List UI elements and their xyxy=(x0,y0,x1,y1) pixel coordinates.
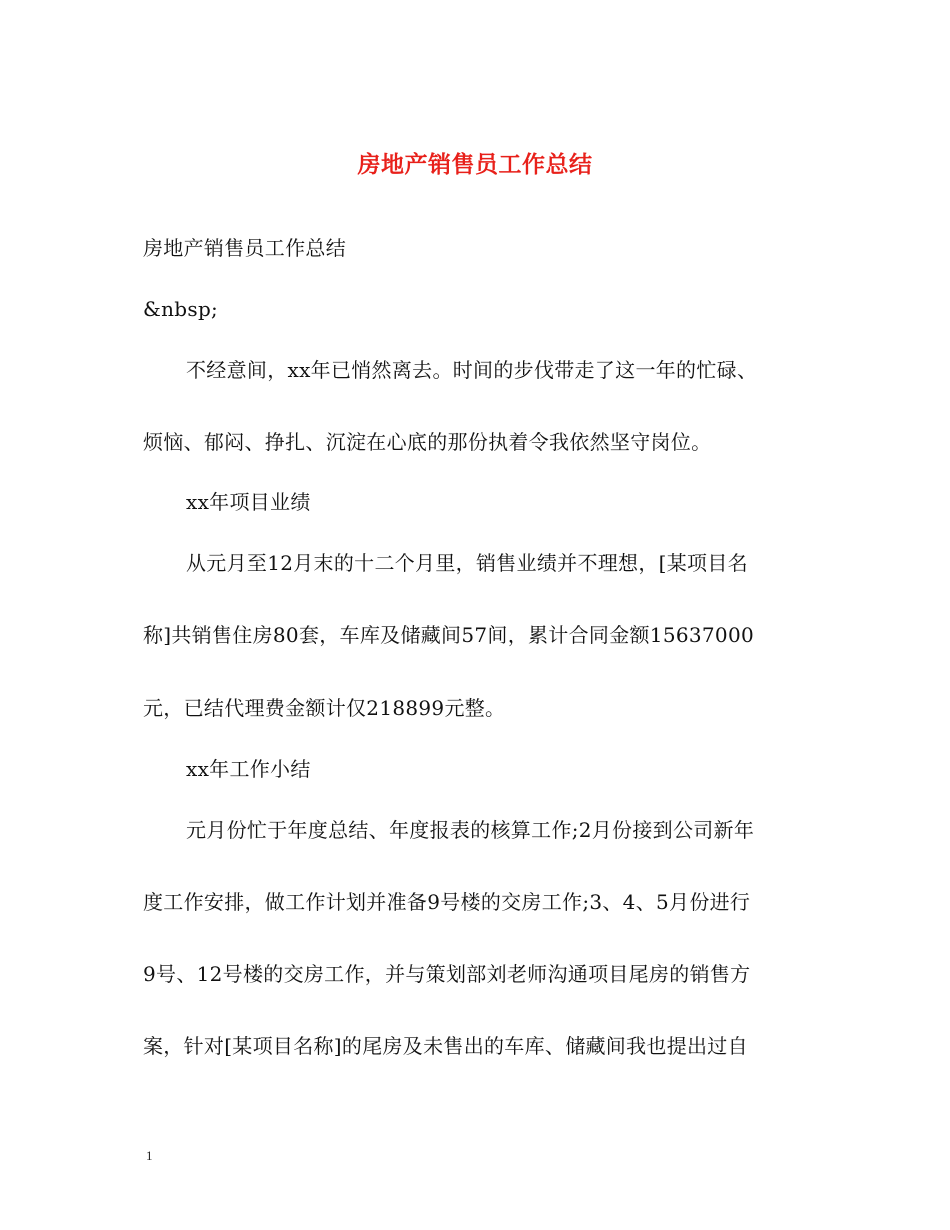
nbsp-line: &nbsp; xyxy=(143,297,219,321)
paragraph-line: 度工作安排，做工作计划并准备9号楼的交房工作;3、4、5月份进行 xyxy=(143,890,751,914)
page-number: 1 xyxy=(146,1148,153,1163)
paragraph-line: 案，针对[某项目名称]的尾房及未售出的车库、储藏间我也提出过自 xyxy=(143,1034,748,1058)
paragraph-line: 不经意间，xx年已悄然离去。时间的步伐带走了这一年的忙碌、 xyxy=(186,358,758,382)
paragraph-line: 从元月至12月末的十二个月里，销售业绩并不理想，[某项目名 xyxy=(186,551,748,575)
paragraph-line: 元月份忙于年度总结、年度报表的核算工作;2月份接到公司新年 xyxy=(186,818,755,842)
section-heading: xx年工作小结 xyxy=(186,757,311,781)
paragraph-line: 9号、12号楼的交房工作，并与策划部刘老师沟通项目尾房的销售方 xyxy=(143,962,751,986)
subtitle-line: 房地产销售员工作总结 xyxy=(143,236,346,260)
paragraph-line: 称]共销售住房80套，车库及储藏间57间，累计合同金额15637000 xyxy=(143,623,754,647)
paragraph-line: 烦恼、郁闷、挣扎、沉淀在心底的那份执着令我依然坚守岗位。 xyxy=(143,430,712,454)
document-title: 房地产销售员工作总结 xyxy=(357,151,593,178)
paragraph-line: 元，已结代理费金额计仅218899元整。 xyxy=(143,696,506,720)
section-heading: xx年项目业绩 xyxy=(186,490,311,514)
